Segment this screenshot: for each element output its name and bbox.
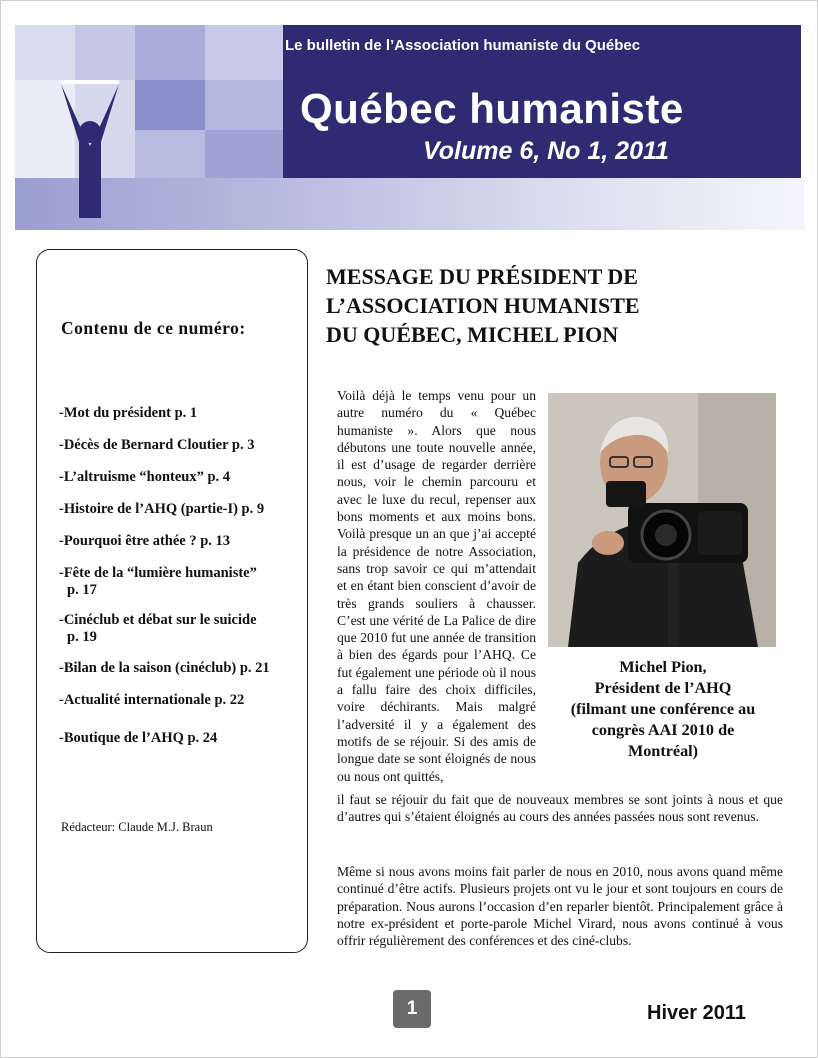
humanist-figure-icon <box>55 80 125 220</box>
caption-line: Président de l’AHQ <box>594 679 732 697</box>
contents-item-page: p. 19 <box>67 629 97 645</box>
issue-season: Hiver 2011 <box>647 1002 746 1024</box>
contents-item: -Boutique de l’AHQ p. 24 <box>59 730 218 746</box>
photo-caption <box>548 657 778 762</box>
contents-item <box>59 612 257 646</box>
volume-label: Volume 6, No 1, 2011 <box>423 137 669 165</box>
banner-gradient <box>15 178 805 230</box>
contents-item-line: -Cinéclub et débat sur le suicide <box>59 612 257 628</box>
contents-item: -Pourquoi être athée ? p. 13 <box>59 533 231 549</box>
article-title-line: MESSAGE DU PRÉSIDENT DE <box>326 264 638 289</box>
decor-square <box>15 25 75 80</box>
page-number-badge: 1 <box>393 990 431 1028</box>
decor-square <box>75 25 135 80</box>
decor-square <box>205 25 283 80</box>
caption-line: (filmant une conférence au <box>570 700 756 718</box>
contents-heading: Contenu de ce numéro: <box>61 318 246 338</box>
contents-sidebar <box>36 249 308 953</box>
article-title <box>326 262 746 349</box>
president-photo <box>548 393 776 647</box>
caption-line: Montréal) <box>627 742 699 760</box>
camera-operator-illustration <box>548 393 776 647</box>
article-paragraph-narrow: Voilà déjà le temps venu pour un autre numéro du « Québec humaniste ». Alors que nous débutons une toute nouvelle année, il est d’usage de regarder derrière nous, voir le chemin parcouru et avec le luxe du recul, repenser aux bons moments et aux moins bons. Voilà presque un an que j’ai accepté la présidence de notre Association, sans trop savoir ce qui m’attendait et en étant bien conscient d’avoir de très grands souliers à chausser. C’est une vérité de La Palice de dire que 2010 fut une année de transition à bien des égards pour l’AHQ. Ce fut également une période où il nous a fallu faire des choix difficiles, voire déchirants. Mais malgré l’adversité il y a également des motifs de se réjouir. Si des amis de longue date se sont éloignés de nous ou nous ont quittés, <box>337 388 536 784</box>
contents-item: -Actualité internationale p. 22 <box>59 692 245 708</box>
decor-square <box>205 130 283 178</box>
editor-credit: Rédacteur: Claude M.J. Braun <box>61 820 213 834</box>
contents-item-line: -Fête de la “lumière humaniste” <box>59 565 257 581</box>
decor-square <box>135 130 205 178</box>
contents-item-page: p. 17 <box>67 582 97 598</box>
caption-line: Michel Pion, <box>619 658 707 676</box>
contents-item: -Histoire de l’AHQ (partie-I) p. 9 <box>59 501 265 517</box>
contents-item <box>59 565 257 599</box>
masthead-banner <box>15 25 805 230</box>
bulletin-subtitle: Le bulletin de l’Association humaniste du Québec <box>285 37 641 54</box>
caption-line: congrès AAI 2010 de <box>591 721 735 739</box>
decor-square <box>135 80 205 130</box>
article-paragraph-2: Même si nous avons moins fait parler de nous en 2010, nous avons quand même continué d’être actifs. Plusieurs projets ont vu le jour et sont toujours en cours de préparation. Nous aurons l’occasion d’en reparler bientôt. Principalement grâce à notre ex-président et porte-parole Michel Virard, nous avons continué à vous offrir régulièrement des conférences et des ciné-clubs. <box>337 864 783 949</box>
decor-square <box>135 25 205 80</box>
contents-item: -Mot du président p. 1 <box>59 405 198 421</box>
contents-item: -Bilan de la saison (cinéclub) p. 21 <box>59 660 270 676</box>
contents-item: -L’altruisme “honteux” p. 4 <box>59 469 231 485</box>
contents-item: -Décès de Bernard Cloutier p. 3 <box>59 437 255 453</box>
article-title-line: DU QUÉBEC, MICHEL PION <box>326 322 619 347</box>
newsletter-title: Québec humaniste <box>300 85 684 132</box>
article-title-line: L’ASSOCIATION HUMANISTE <box>326 293 640 318</box>
article-paragraph-wide: il faut se réjouir du fait que de nouveaux membres se sont joints à nous et que d’autres qui s’étaient éloignés au cours des années passées nous sont revenus. <box>337 792 783 825</box>
decor-square <box>205 80 283 130</box>
